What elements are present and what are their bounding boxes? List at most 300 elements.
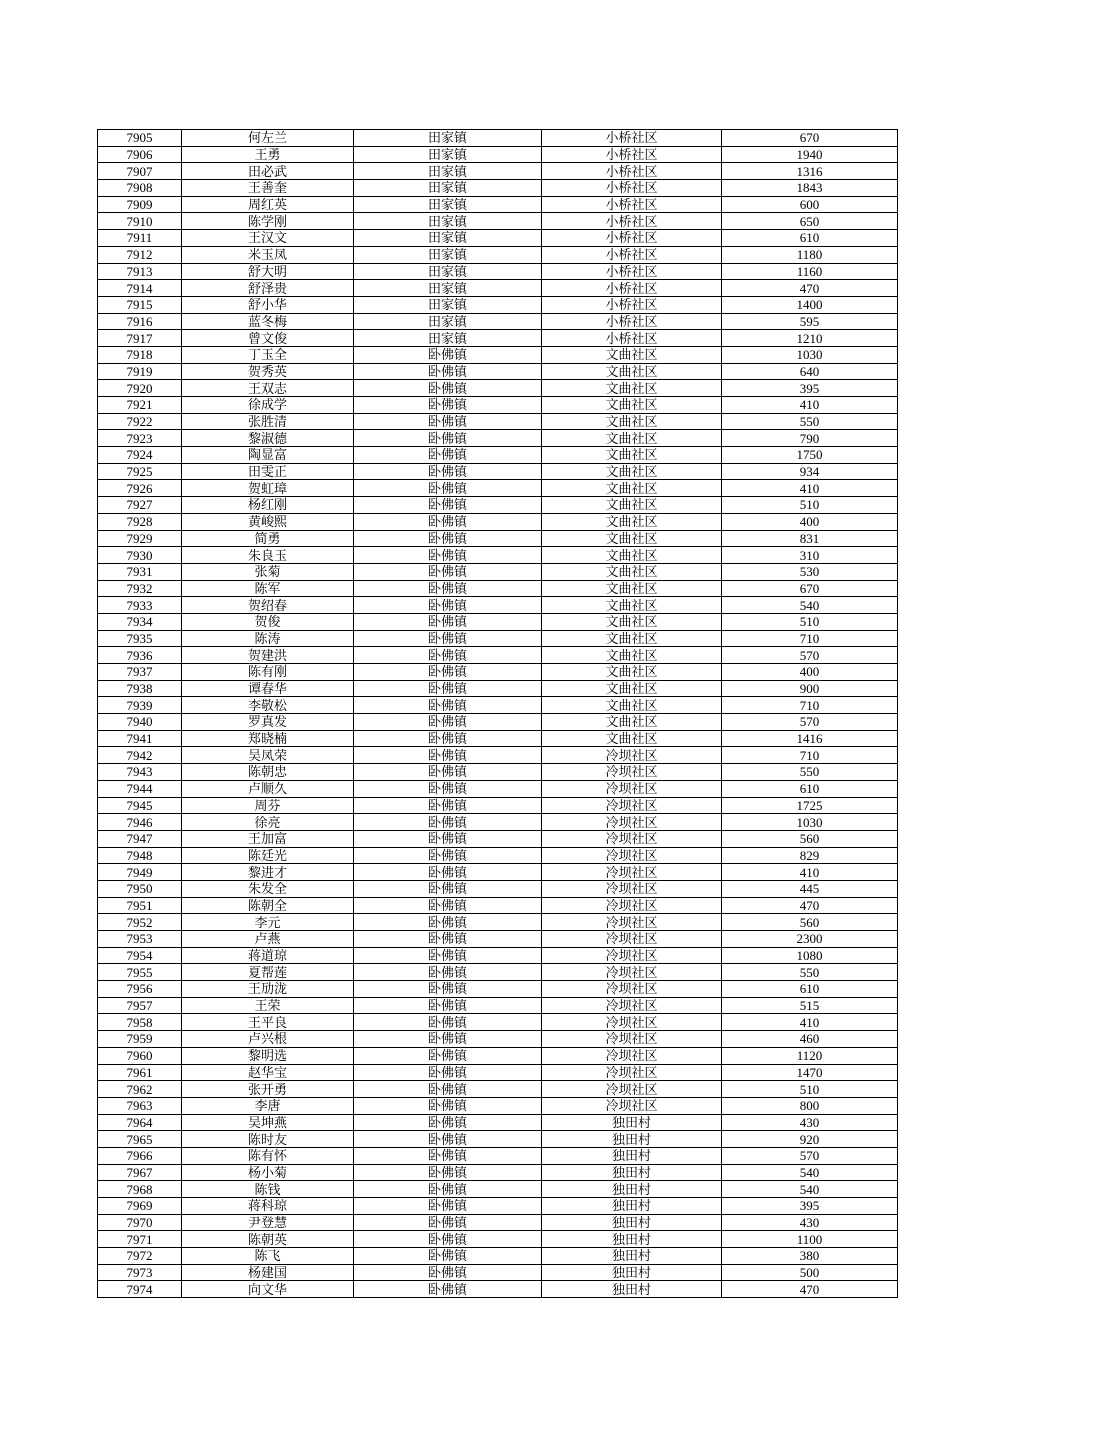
amount-cell: 670	[722, 130, 898, 147]
community-cell: 文曲社区	[542, 664, 722, 681]
table-row	[98, 263, 898, 280]
town-cell: 田家镇	[354, 246, 542, 263]
town-cell: 卧佛镇	[354, 1264, 542, 1281]
community-cell: 独田村	[542, 1231, 722, 1248]
name-cell: 舒泽贵	[182, 280, 354, 297]
town-cell: 卧佛镇	[354, 780, 542, 797]
community-cell: 文曲社区	[542, 413, 722, 430]
name-cell: 蒋科琼	[182, 1198, 354, 1215]
name-cell: 赵华宝	[182, 1064, 354, 1081]
amount-cell: 1030	[722, 346, 898, 363]
row-number-cell: 7947	[98, 830, 182, 847]
table-row	[98, 847, 898, 864]
name-cell: 田雯正	[182, 463, 354, 480]
table-row	[98, 330, 898, 347]
town-cell: 卧佛镇	[354, 1064, 542, 1081]
name-cell: 朱发全	[182, 880, 354, 897]
town-cell: 卧佛镇	[354, 830, 542, 847]
amount-cell: 1100	[722, 1231, 898, 1248]
name-cell: 贺绍春	[182, 597, 354, 614]
table-row	[98, 780, 898, 797]
town-cell: 卧佛镇	[354, 947, 542, 964]
table-row	[98, 130, 898, 147]
table-row	[98, 447, 898, 464]
row-number-cell: 7944	[98, 780, 182, 797]
amount-cell: 640	[722, 363, 898, 380]
name-cell: 夏帮莲	[182, 964, 354, 981]
amount-cell: 1843	[722, 180, 898, 197]
row-number-cell: 7973	[98, 1264, 182, 1281]
town-cell: 卧佛镇	[354, 997, 542, 1014]
community-cell: 小桥社区	[542, 130, 722, 147]
community-cell: 冷坝社区	[542, 914, 722, 931]
community-cell: 小桥社区	[542, 296, 722, 313]
community-cell: 小桥社区	[542, 180, 722, 197]
community-cell: 冷坝社区	[542, 880, 722, 897]
row-number-cell: 7905	[98, 130, 182, 147]
name-cell: 张开勇	[182, 1081, 354, 1098]
community-cell: 独田村	[542, 1114, 722, 1131]
town-cell: 卧佛镇	[354, 1047, 542, 1064]
row-number-cell: 7935	[98, 630, 182, 647]
table-row	[98, 430, 898, 447]
town-cell: 田家镇	[354, 263, 542, 280]
amount-cell: 1030	[722, 814, 898, 831]
community-cell: 冷坝社区	[542, 964, 722, 981]
row-number-cell: 7912	[98, 246, 182, 263]
row-number-cell: 7929	[98, 530, 182, 547]
name-cell: 黎明选	[182, 1047, 354, 1064]
community-cell: 文曲社区	[542, 447, 722, 464]
name-cell: 吴凤荣	[182, 747, 354, 764]
community-cell: 小桥社区	[542, 330, 722, 347]
name-cell: 黎进才	[182, 864, 354, 881]
row-number-cell: 7950	[98, 880, 182, 897]
name-cell: 贺俊	[182, 613, 354, 630]
amount-cell: 400	[722, 513, 898, 530]
row-number-cell: 7906	[98, 146, 182, 163]
community-cell: 文曲社区	[542, 563, 722, 580]
amount-cell: 540	[722, 1164, 898, 1181]
table-row	[98, 363, 898, 380]
community-cell: 独田村	[542, 1147, 722, 1164]
name-cell: 王平良	[182, 1014, 354, 1031]
table-row	[98, 1031, 898, 1048]
town-cell: 田家镇	[354, 296, 542, 313]
name-cell: 谭春华	[182, 680, 354, 697]
table-row	[98, 1264, 898, 1281]
table-row	[98, 1114, 898, 1131]
amount-cell: 550	[722, 764, 898, 781]
table-row	[98, 563, 898, 580]
town-cell: 卧佛镇	[354, 513, 542, 530]
name-cell: 吴坤燕	[182, 1114, 354, 1131]
amount-cell: 410	[722, 397, 898, 414]
town-cell: 田家镇	[354, 213, 542, 230]
row-number-cell: 7922	[98, 413, 182, 430]
town-cell: 卧佛镇	[354, 697, 542, 714]
amount-cell: 310	[722, 547, 898, 564]
name-cell: 陈朝全	[182, 897, 354, 914]
table-row	[98, 1214, 898, 1231]
name-cell: 王荣	[182, 997, 354, 1014]
community-cell: 冷坝社区	[542, 864, 722, 881]
name-cell: 杨红刚	[182, 497, 354, 514]
row-number-cell: 7916	[98, 313, 182, 330]
name-cell: 向文华	[182, 1281, 354, 1298]
name-cell: 陈飞	[182, 1248, 354, 1265]
row-number-cell: 7951	[98, 897, 182, 914]
amount-cell: 515	[722, 997, 898, 1014]
table-row	[98, 864, 898, 881]
amount-cell: 710	[722, 630, 898, 647]
table-row	[98, 296, 898, 313]
name-cell: 李敬松	[182, 697, 354, 714]
community-cell: 小桥社区	[542, 213, 722, 230]
table-row	[98, 730, 898, 747]
amount-cell: 610	[722, 780, 898, 797]
community-cell: 冷坝社区	[542, 997, 722, 1014]
table-row	[98, 1281, 898, 1298]
row-number-cell: 7952	[98, 914, 182, 931]
amount-cell: 430	[722, 1214, 898, 1231]
name-cell: 曾文俊	[182, 330, 354, 347]
amount-cell: 410	[722, 1014, 898, 1031]
row-number-cell: 7934	[98, 613, 182, 630]
table-row	[98, 1147, 898, 1164]
table-row	[98, 947, 898, 964]
table-row	[98, 280, 898, 297]
name-cell: 徐成学	[182, 397, 354, 414]
table-row	[98, 797, 898, 814]
town-cell: 卧佛镇	[354, 747, 542, 764]
table-row	[98, 480, 898, 497]
amount-cell: 540	[722, 597, 898, 614]
amount-cell: 610	[722, 230, 898, 247]
community-cell: 冷坝社区	[542, 814, 722, 831]
town-cell: 卧佛镇	[354, 1164, 542, 1181]
amount-cell: 1160	[722, 263, 898, 280]
table-row	[98, 597, 898, 614]
town-cell: 田家镇	[354, 330, 542, 347]
community-cell: 小桥社区	[542, 280, 722, 297]
row-number-cell: 7955	[98, 964, 182, 981]
amount-cell: 1210	[722, 330, 898, 347]
table-row	[98, 664, 898, 681]
name-cell: 卢顺久	[182, 780, 354, 797]
table-row	[98, 397, 898, 414]
town-cell: 卧佛镇	[354, 714, 542, 731]
row-number-cell: 7966	[98, 1147, 182, 1164]
amount-cell: 790	[722, 430, 898, 447]
amount-cell: 500	[722, 1264, 898, 1281]
table-row	[98, 914, 898, 931]
table-row	[98, 897, 898, 914]
name-cell: 郑晓楠	[182, 730, 354, 747]
row-number-cell: 7908	[98, 180, 182, 197]
name-cell: 陈朝忠	[182, 764, 354, 781]
table-row	[98, 463, 898, 480]
row-number-cell: 7960	[98, 1047, 182, 1064]
name-cell: 杨小菊	[182, 1164, 354, 1181]
row-number-cell: 7970	[98, 1214, 182, 1231]
row-number-cell: 7921	[98, 397, 182, 414]
table-row	[98, 346, 898, 363]
community-cell: 文曲社区	[542, 380, 722, 397]
row-number-cell: 7907	[98, 163, 182, 180]
community-cell: 冷坝社区	[542, 847, 722, 864]
amount-cell: 829	[722, 847, 898, 864]
community-cell: 冷坝社区	[542, 764, 722, 781]
row-number-cell: 7926	[98, 480, 182, 497]
table-row	[98, 931, 898, 948]
town-cell: 卧佛镇	[354, 630, 542, 647]
row-number-cell: 7968	[98, 1181, 182, 1198]
table-row	[98, 764, 898, 781]
table-row	[98, 1097, 898, 1114]
town-cell: 卧佛镇	[354, 664, 542, 681]
community-cell: 文曲社区	[542, 647, 722, 664]
community-cell: 文曲社区	[542, 430, 722, 447]
table-row	[98, 1248, 898, 1265]
amount-cell: 1180	[722, 246, 898, 263]
town-cell: 卧佛镇	[354, 363, 542, 380]
table-row	[98, 997, 898, 1014]
community-cell: 冷坝社区	[542, 1097, 722, 1114]
name-cell: 王善奎	[182, 180, 354, 197]
table-row	[98, 547, 898, 564]
town-cell: 卧佛镇	[354, 897, 542, 914]
town-cell: 卧佛镇	[354, 597, 542, 614]
row-number-cell: 7971	[98, 1231, 182, 1248]
town-cell: 卧佛镇	[354, 1248, 542, 1265]
community-cell: 文曲社区	[542, 346, 722, 363]
name-cell: 王劢泷	[182, 981, 354, 998]
name-cell: 张菊	[182, 563, 354, 580]
name-cell: 陈学刚	[182, 213, 354, 230]
table-row	[98, 964, 898, 981]
amount-cell: 570	[722, 647, 898, 664]
amount-cell: 1750	[722, 447, 898, 464]
row-number-cell: 7963	[98, 1097, 182, 1114]
row-number-cell: 7946	[98, 814, 182, 831]
row-number-cell: 7924	[98, 447, 182, 464]
amount-cell: 800	[722, 1097, 898, 1114]
table-row	[98, 413, 898, 430]
name-cell: 罗真发	[182, 714, 354, 731]
town-cell: 卧佛镇	[354, 931, 542, 948]
name-cell: 尹登慧	[182, 1214, 354, 1231]
row-number-cell: 7948	[98, 847, 182, 864]
row-number-cell: 7917	[98, 330, 182, 347]
amount-cell: 650	[722, 213, 898, 230]
row-number-cell: 7953	[98, 931, 182, 948]
amount-cell: 470	[722, 1281, 898, 1298]
amount-cell: 395	[722, 1198, 898, 1215]
town-cell: 卧佛镇	[354, 547, 542, 564]
town-cell: 卧佛镇	[354, 1147, 542, 1164]
town-cell: 田家镇	[354, 313, 542, 330]
community-cell: 文曲社区	[542, 613, 722, 630]
community-cell: 独田村	[542, 1164, 722, 1181]
amount-cell: 1416	[722, 730, 898, 747]
table-row	[98, 1131, 898, 1148]
town-cell: 卧佛镇	[354, 413, 542, 430]
row-number-cell: 7962	[98, 1081, 182, 1098]
community-cell: 独田村	[542, 1214, 722, 1231]
amount-cell: 395	[722, 380, 898, 397]
community-cell: 文曲社区	[542, 397, 722, 414]
row-number-cell: 7958	[98, 1014, 182, 1031]
community-cell: 冷坝社区	[542, 1047, 722, 1064]
name-cell: 王加富	[182, 830, 354, 847]
amount-cell: 570	[722, 1147, 898, 1164]
town-cell: 田家镇	[354, 163, 542, 180]
table-row	[98, 880, 898, 897]
community-cell: 冷坝社区	[542, 1081, 722, 1098]
name-cell: 蓝冬梅	[182, 313, 354, 330]
town-cell: 卧佛镇	[354, 864, 542, 881]
community-cell: 独田村	[542, 1264, 722, 1281]
amount-cell: 900	[722, 680, 898, 697]
amount-cell: 400	[722, 664, 898, 681]
row-number-cell: 7938	[98, 680, 182, 697]
community-cell: 小桥社区	[542, 230, 722, 247]
community-cell: 独田村	[542, 1131, 722, 1148]
row-number-cell: 7933	[98, 597, 182, 614]
town-cell: 卧佛镇	[354, 346, 542, 363]
town-cell: 卧佛镇	[354, 647, 542, 664]
community-cell: 小桥社区	[542, 146, 722, 163]
amount-cell: 530	[722, 563, 898, 580]
name-cell: 贺秀英	[182, 363, 354, 380]
amount-cell: 1080	[722, 947, 898, 964]
name-cell: 陶显富	[182, 447, 354, 464]
amount-cell: 2300	[722, 931, 898, 948]
table-row	[98, 1181, 898, 1198]
town-cell: 卧佛镇	[354, 1131, 542, 1148]
name-cell: 米玉凤	[182, 246, 354, 263]
town-cell: 卧佛镇	[354, 797, 542, 814]
amount-cell: 610	[722, 981, 898, 998]
community-cell: 独田村	[542, 1248, 722, 1265]
community-cell: 冷坝社区	[542, 947, 722, 964]
data-table	[97, 129, 898, 1298]
town-cell: 卧佛镇	[354, 380, 542, 397]
name-cell: 陈涛	[182, 630, 354, 647]
row-number-cell: 7919	[98, 363, 182, 380]
table-row	[98, 714, 898, 731]
town-cell: 卧佛镇	[354, 1014, 542, 1031]
community-cell: 独田村	[542, 1181, 722, 1198]
table-row	[98, 180, 898, 197]
table-row	[98, 1081, 898, 1098]
name-cell: 张胜清	[182, 413, 354, 430]
name-cell: 王双志	[182, 380, 354, 397]
town-cell: 田家镇	[354, 146, 542, 163]
community-cell: 冷坝社区	[542, 780, 722, 797]
amount-cell: 1940	[722, 146, 898, 163]
community-cell: 冷坝社区	[542, 830, 722, 847]
amount-cell: 410	[722, 864, 898, 881]
row-number-cell: 7967	[98, 1164, 182, 1181]
table-row	[98, 981, 898, 998]
community-cell: 文曲社区	[542, 530, 722, 547]
town-cell: 卧佛镇	[354, 680, 542, 697]
town-cell: 卧佛镇	[354, 964, 542, 981]
name-cell: 舒大明	[182, 263, 354, 280]
amount-cell: 540	[722, 1181, 898, 1198]
town-cell: 卧佛镇	[354, 480, 542, 497]
community-cell: 独田村	[542, 1281, 722, 1298]
row-number-cell: 7964	[98, 1114, 182, 1131]
name-cell: 陈时友	[182, 1131, 354, 1148]
table-row	[98, 146, 898, 163]
row-number-cell: 7959	[98, 1031, 182, 1048]
community-cell: 冷坝社区	[542, 981, 722, 998]
name-cell: 陈钱	[182, 1181, 354, 1198]
community-cell: 小桥社区	[542, 163, 722, 180]
town-cell: 卧佛镇	[354, 530, 542, 547]
table-body	[98, 130, 898, 1298]
town-cell: 卧佛镇	[354, 1198, 542, 1215]
town-cell: 卧佛镇	[354, 563, 542, 580]
town-cell: 田家镇	[354, 196, 542, 213]
town-cell: 田家镇	[354, 280, 542, 297]
amount-cell: 600	[722, 196, 898, 213]
name-cell: 徐亮	[182, 814, 354, 831]
name-cell: 陈有刚	[182, 664, 354, 681]
row-number-cell: 7943	[98, 764, 182, 781]
amount-cell: 710	[722, 697, 898, 714]
community-cell: 文曲社区	[542, 697, 722, 714]
community-cell: 文曲社区	[542, 630, 722, 647]
row-number-cell: 7957	[98, 997, 182, 1014]
row-number-cell: 7910	[98, 213, 182, 230]
row-number-cell: 7937	[98, 664, 182, 681]
table-row	[98, 246, 898, 263]
table-row	[98, 647, 898, 664]
table-row	[98, 1198, 898, 1215]
table-row	[98, 630, 898, 647]
amount-cell: 670	[722, 580, 898, 597]
row-number-cell: 7969	[98, 1198, 182, 1215]
row-number-cell: 7920	[98, 380, 182, 397]
amount-cell: 550	[722, 964, 898, 981]
amount-cell: 1400	[722, 296, 898, 313]
community-cell: 文曲社区	[542, 730, 722, 747]
community-cell: 小桥社区	[542, 246, 722, 263]
community-cell: 文曲社区	[542, 714, 722, 731]
name-cell: 蒋道琼	[182, 947, 354, 964]
amount-cell: 1120	[722, 1047, 898, 1064]
name-cell: 贺虹璋	[182, 480, 354, 497]
name-cell: 周红英	[182, 196, 354, 213]
table-row	[98, 613, 898, 630]
table-row	[98, 1047, 898, 1064]
town-cell: 卧佛镇	[354, 580, 542, 597]
town-cell: 卧佛镇	[354, 880, 542, 897]
row-number-cell: 7936	[98, 647, 182, 664]
amount-cell: 445	[722, 880, 898, 897]
town-cell: 卧佛镇	[354, 463, 542, 480]
table-row	[98, 313, 898, 330]
row-number-cell: 7954	[98, 947, 182, 964]
town-cell: 卧佛镇	[354, 447, 542, 464]
town-cell: 卧佛镇	[354, 730, 542, 747]
town-cell: 卧佛镇	[354, 1231, 542, 1248]
table-row	[98, 163, 898, 180]
